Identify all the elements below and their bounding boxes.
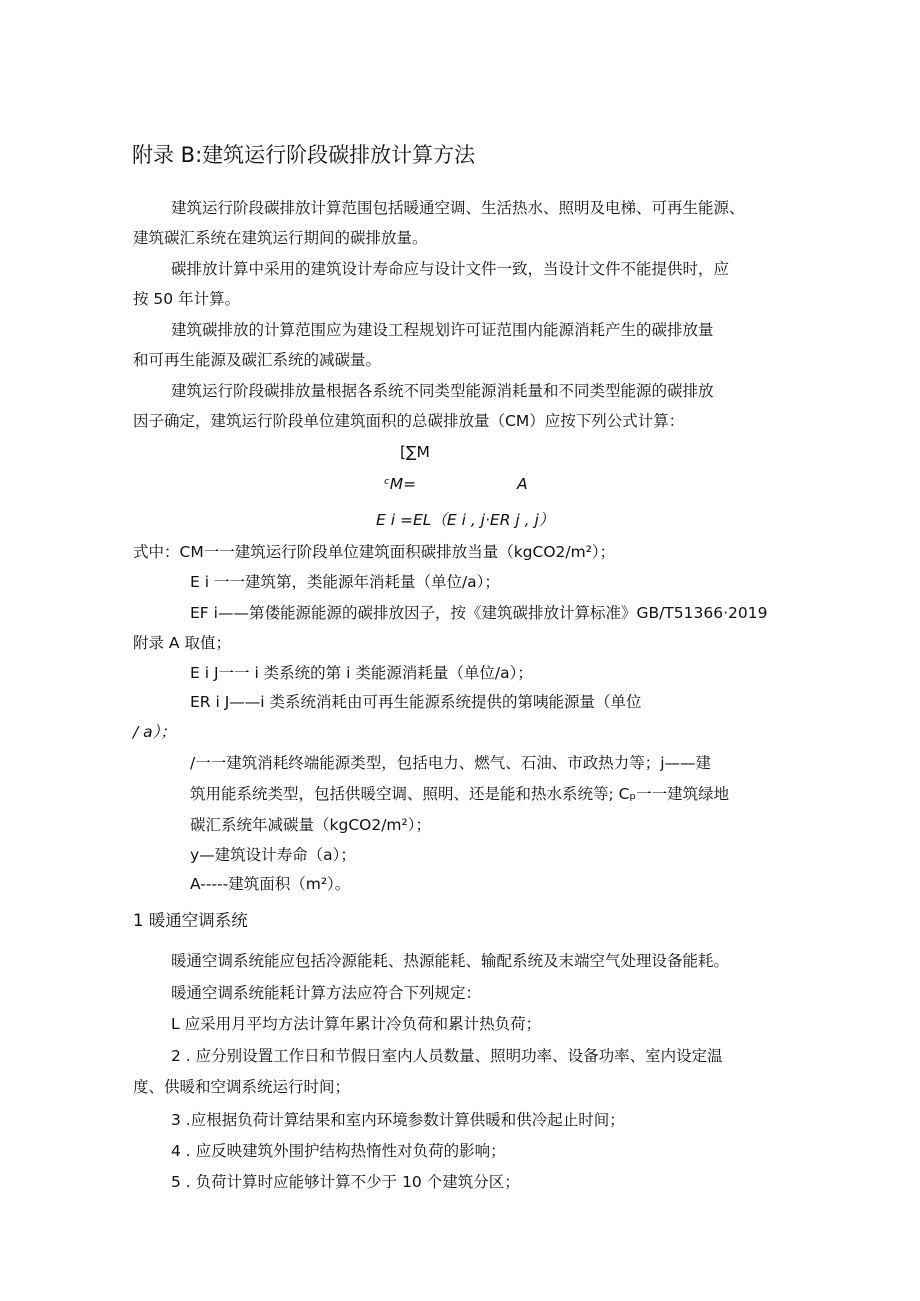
formula-denominator: A	[517, 475, 528, 493]
definition-line: 式中：CM一一建筑运行阶段单位建筑面积碳排放当量（kgCO2/m²）；	[133, 543, 616, 561]
paragraph-line: 按 50 年计算。	[133, 290, 241, 308]
definition-line: y—建筑设计寿命（a）；	[190, 846, 356, 864]
definition-line: / a）；	[133, 723, 176, 741]
definition-line: ER i J——i 类系统消耗由可再生能源系统提供的第咦能源量（单位	[190, 693, 642, 711]
section-line: 2 . 应分别设置工作日和节假日室内人员数量、照明功率、设备功率、室内设定温	[171, 1047, 723, 1065]
definition-line: E i 一一建筑第，类能源年消耗量（单位/a）；	[190, 573, 500, 591]
paragraph-line: 建筑运行阶段碳排放计算范围包括暖通空调、生活热水、照明及电梯、可再生能源、	[171, 199, 745, 217]
formula-sum: [∑M	[400, 443, 430, 461]
section-heading: 1 暖通空调系统	[133, 911, 248, 930]
section-line: 4 . 应反映建筑外围护结构热惰性对负荷的影响；	[171, 1142, 506, 1160]
definition-line: EF i——第偻能源能源的碳排放因子，按《建筑碳排放计算标准》GB/T51366·2019	[190, 604, 768, 622]
paragraph-line: 建筑运行阶段碳排放量根据各系统不同类型能源消耗量和不同类型能源的碳排放	[171, 382, 714, 400]
definition-line: 附录 A 取值；	[133, 634, 231, 652]
definition-line: A-----建筑面积（m²）。	[190, 875, 351, 893]
section-line: 暖通空调系统能耗计算方法应符合下列规定：	[171, 984, 482, 1002]
formula-energy: E i =EL（E i , j·ER j , j）	[376, 511, 555, 529]
paragraph-line: 建筑碳汇系统在建筑运行期间的碳排放量。	[133, 229, 428, 247]
paragraph-line: 碳排放计算中采用的建筑设计寿命应与设计文件一致，当设计文件不能提供时，应	[171, 260, 730, 278]
page-title: 附录 B:建筑运行阶段碳排放计算方法	[132, 143, 476, 167]
section-line: 度、供暖和空调系统运行时间；	[133, 1078, 351, 1096]
paragraph-line: 和可再生能源及碳汇系统的减碳量。	[133, 351, 382, 369]
definition-line: E i J一一 i 类系统的第 i 类能源消耗量（单位/a）；	[190, 664, 533, 682]
paragraph-line: 建筑碳排放的计算范围应为建设工程规划许可证范围内能源消耗产生的碳排放量	[171, 321, 714, 339]
section-line: 暖通空调系统能应包括冷源能耗、热源能耗、输配系统及末端空气处理设备能耗。	[171, 952, 730, 970]
section-line: L 应采用月平均方法计算年累计冷负荷和累计热负荷；	[171, 1015, 542, 1033]
definition-line: /一一建筑消耗终端能源类型，包括电力、燃气、石油、市政热力等；j——建	[190, 754, 712, 772]
definition-line: 筑用能系统类型，包括供暖空调、照明、还是能和热水系统等; Cₚ一一建筑绿地	[190, 785, 730, 803]
paragraph-line: 因子确定，建筑运行阶段单位建筑面积的总碳排放量（CM）应按下列公式计算：	[133, 412, 685, 430]
formula-lhs: ᶜM=	[384, 475, 417, 493]
definition-line: 碳汇系统年减碳量（kgCO2/m²）；	[190, 816, 431, 834]
section-line: 3 .应根据负荷计算结果和室内环境参数计算供暖和供冷起止时间；	[171, 1111, 625, 1129]
section-line: 5 . 负荷计算时应能够计算不少于 10 个建筑分区；	[171, 1173, 520, 1191]
